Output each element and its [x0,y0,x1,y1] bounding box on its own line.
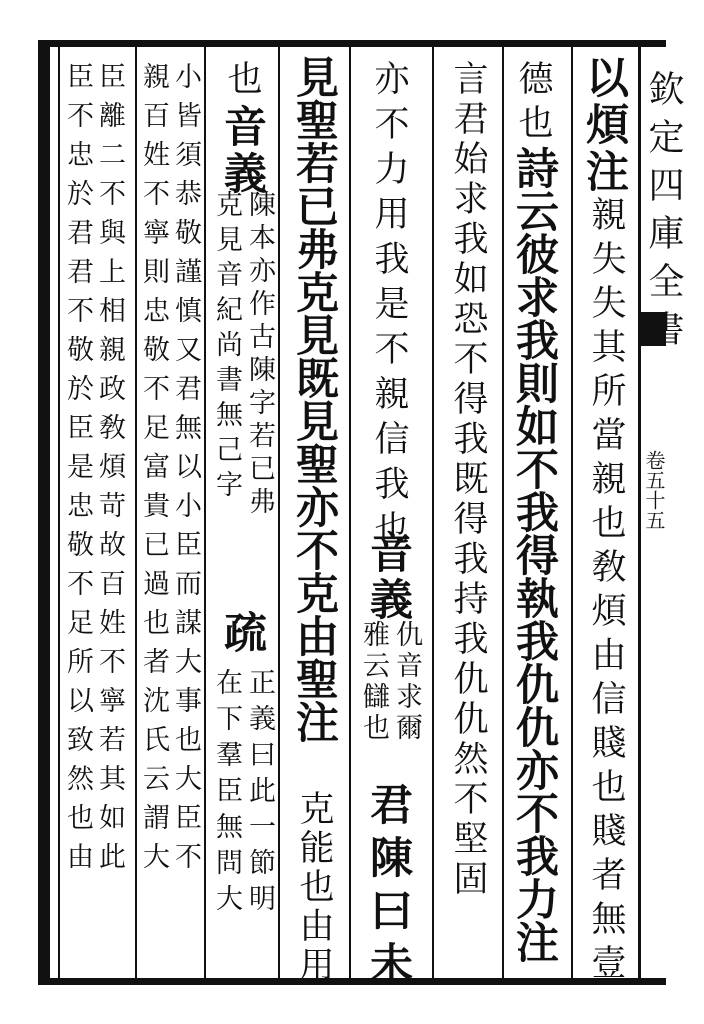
column-rule [571,47,573,978]
bottom-border [38,978,666,985]
left-border [38,40,50,985]
main-text-column: 詩云彼求我則如不我得執我仇仇亦不我力注 [509,146,559,963]
main-text-column: 以煩注 [579,55,629,196]
main-text-column: 君陳曰未 [363,782,413,994]
annotation-left: 雅云讎也 [358,620,389,744]
commentary-text-column: 也 [222,60,262,104]
section-marker-shu: 疏 [217,610,267,657]
commentary-text-column: 小皆須恭敬謹慎又君無以小臣而謀大事也大臣不 [170,62,201,881]
commentary-text-column: 親失失其所當親也敎煩由信賤也賤者無壹 [586,196,626,988]
main-text-column: 音義 [363,530,413,624]
annotation-right: 正義曰此一節明 [244,668,275,920]
commentary-text-column: 克能也由用 [294,790,334,985]
annotation-left: 在下羣臣無問大 [211,668,242,920]
column-rule [349,47,351,978]
book-title: 欽定四庫全書 [643,70,684,358]
main-text-column: 見聖若已弗克見既見聖亦不克由聖注 [289,55,339,743]
main-text-column: 音義 [217,104,267,198]
column-rule [502,47,504,978]
commentary-text-column: 言君始求我如恐不得我既得我持我仇仇然不堅固 [448,60,488,900]
margin-rule [638,47,641,978]
column-rule [278,47,280,978]
annotation-left: 克見音紀尚書無己字 [211,190,242,505]
column-rule [135,47,137,978]
annotation-right: 仇音求爾 [391,620,422,744]
commentary-text-column: 德也 [513,60,553,148]
commentary-text-column: 親百姓不寧則忠敬不足富貴已過也者沈氏云謂大 [138,62,169,881]
inner-left-rule [58,47,60,978]
top-border [38,40,666,47]
column-rule [204,47,206,978]
commentary-text-column: 亦不力用我是不親信我也 [369,60,409,555]
juan-number: 卷五十五 [642,450,666,530]
commentary-text-column: 臣不忠於君君不敬於臣是忠敬不足所以致然也由 [62,62,93,881]
column-rule [432,47,434,978]
commentary-text-column: 臣離二不與上相親政敎煩苛故百姓不寧若其如此 [94,62,125,881]
annotation-right: 陳本亦作古陳字若已弗 [244,190,275,520]
